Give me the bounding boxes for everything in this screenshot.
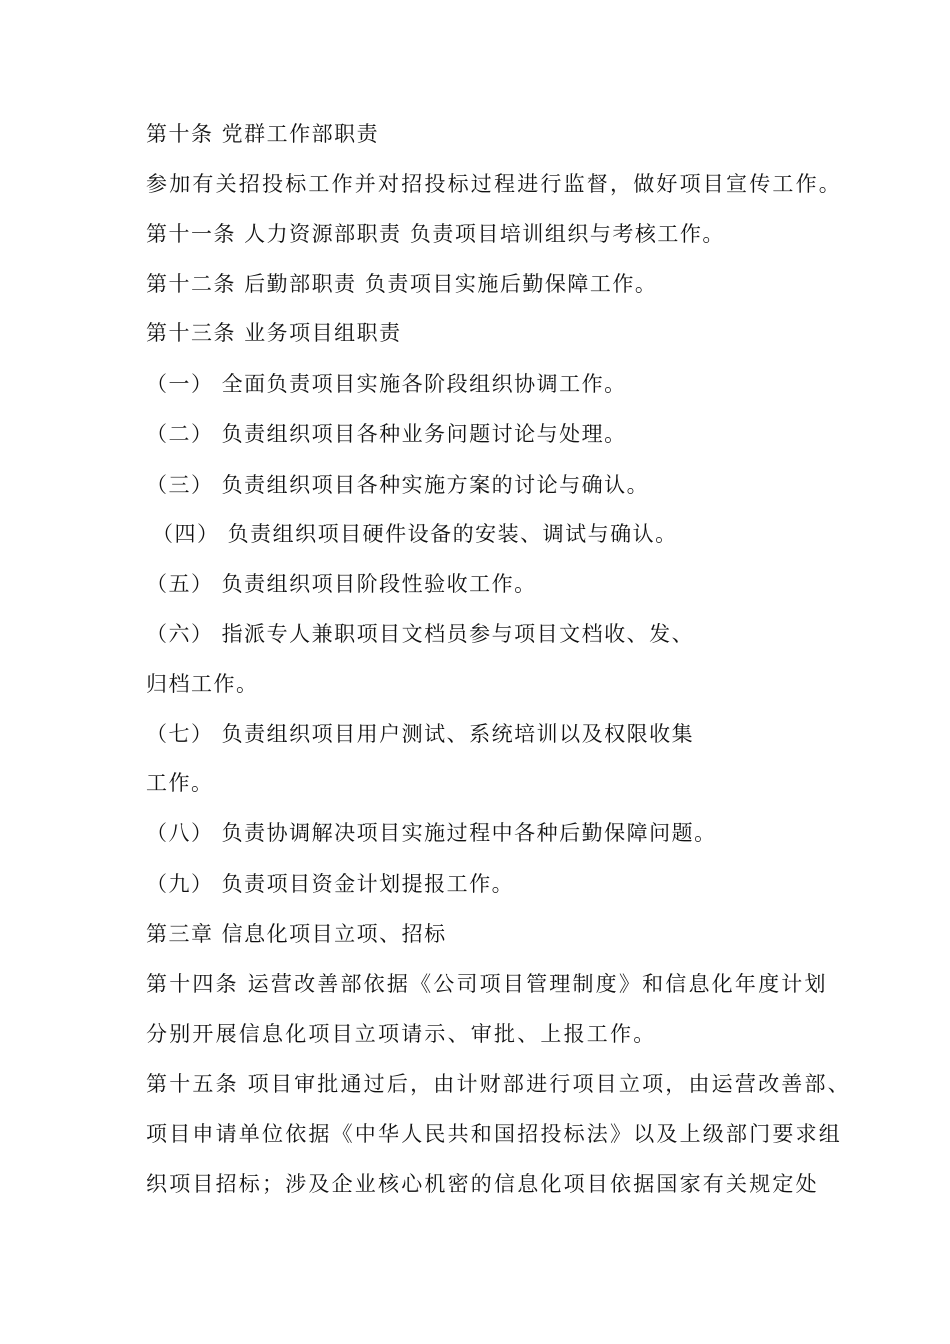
list-item-9: （九） 负责项目资金计划提报工作。 bbox=[146, 872, 515, 896]
article-15-text: 第十五条 项目审批通过后，由计财部进行项目立项，由运营改善部、 bbox=[146, 1072, 851, 1096]
list-item-7: （七） 负责组织项目用户测试、系统培训以及权限收集 bbox=[146, 722, 695, 746]
article-14-continued: 分别开展信息化项目立项请示、审批、上报工作。 bbox=[146, 1022, 657, 1046]
list-item-2: （二） 负责组织项目各种业务问题讨论与处理。 bbox=[146, 422, 627, 446]
list-item-8: （八） 负责协调解决项目实施过程中各种后勤保障问题。 bbox=[146, 821, 717, 845]
article-11-text: 第十一条 人力资源部职责 负责项目培训组织与考核工作。 bbox=[146, 222, 725, 246]
article-15-continued-1: 项目申请单位依据《中华人民共和国招投标法》以及上级部门要求组 bbox=[146, 1122, 842, 1146]
article-12-text: 第十二条 后勤部职责 负责项目实施后勤保障工作。 bbox=[146, 272, 658, 296]
article-10-text: 参加有关招投标工作并对招投标过程进行监督，做好项目宣传工作。 bbox=[146, 172, 842, 196]
article-13-heading: 第十三条 业务项目组职责 bbox=[146, 321, 402, 345]
list-item-1: （一） 全面负责项目实施各阶段组织协调工作。 bbox=[146, 372, 627, 396]
list-item-4: （四） 负责组织项目硬件设备的安装、调试与确认。 bbox=[152, 522, 678, 546]
list-item-6-continued: 归档工作。 bbox=[146, 672, 259, 696]
article-10-heading: 第十条 党群工作部职责 bbox=[146, 122, 380, 146]
list-item-3: （三） 负责组织项目各种实施方案的讨论与确认。 bbox=[146, 473, 650, 497]
list-item-6: （六） 指派专人兼职项目文档员参与项目文档收、发、 bbox=[146, 622, 695, 646]
chapter-3-heading: 第三章 信息化项目立项、招标 bbox=[146, 922, 447, 946]
article-14-text: 第十四条 运营改善部依据《公司项目管理制度》和信息化年度计划 bbox=[146, 972, 828, 996]
article-15-continued-2: 织项目招标；涉及企业核心机密的信息化项目依据国家有关规定处 bbox=[146, 1172, 819, 1196]
list-item-5: （五） 负责组织项目阶段性验收工作。 bbox=[146, 572, 537, 596]
list-item-7-continued: 工作。 bbox=[146, 771, 214, 795]
